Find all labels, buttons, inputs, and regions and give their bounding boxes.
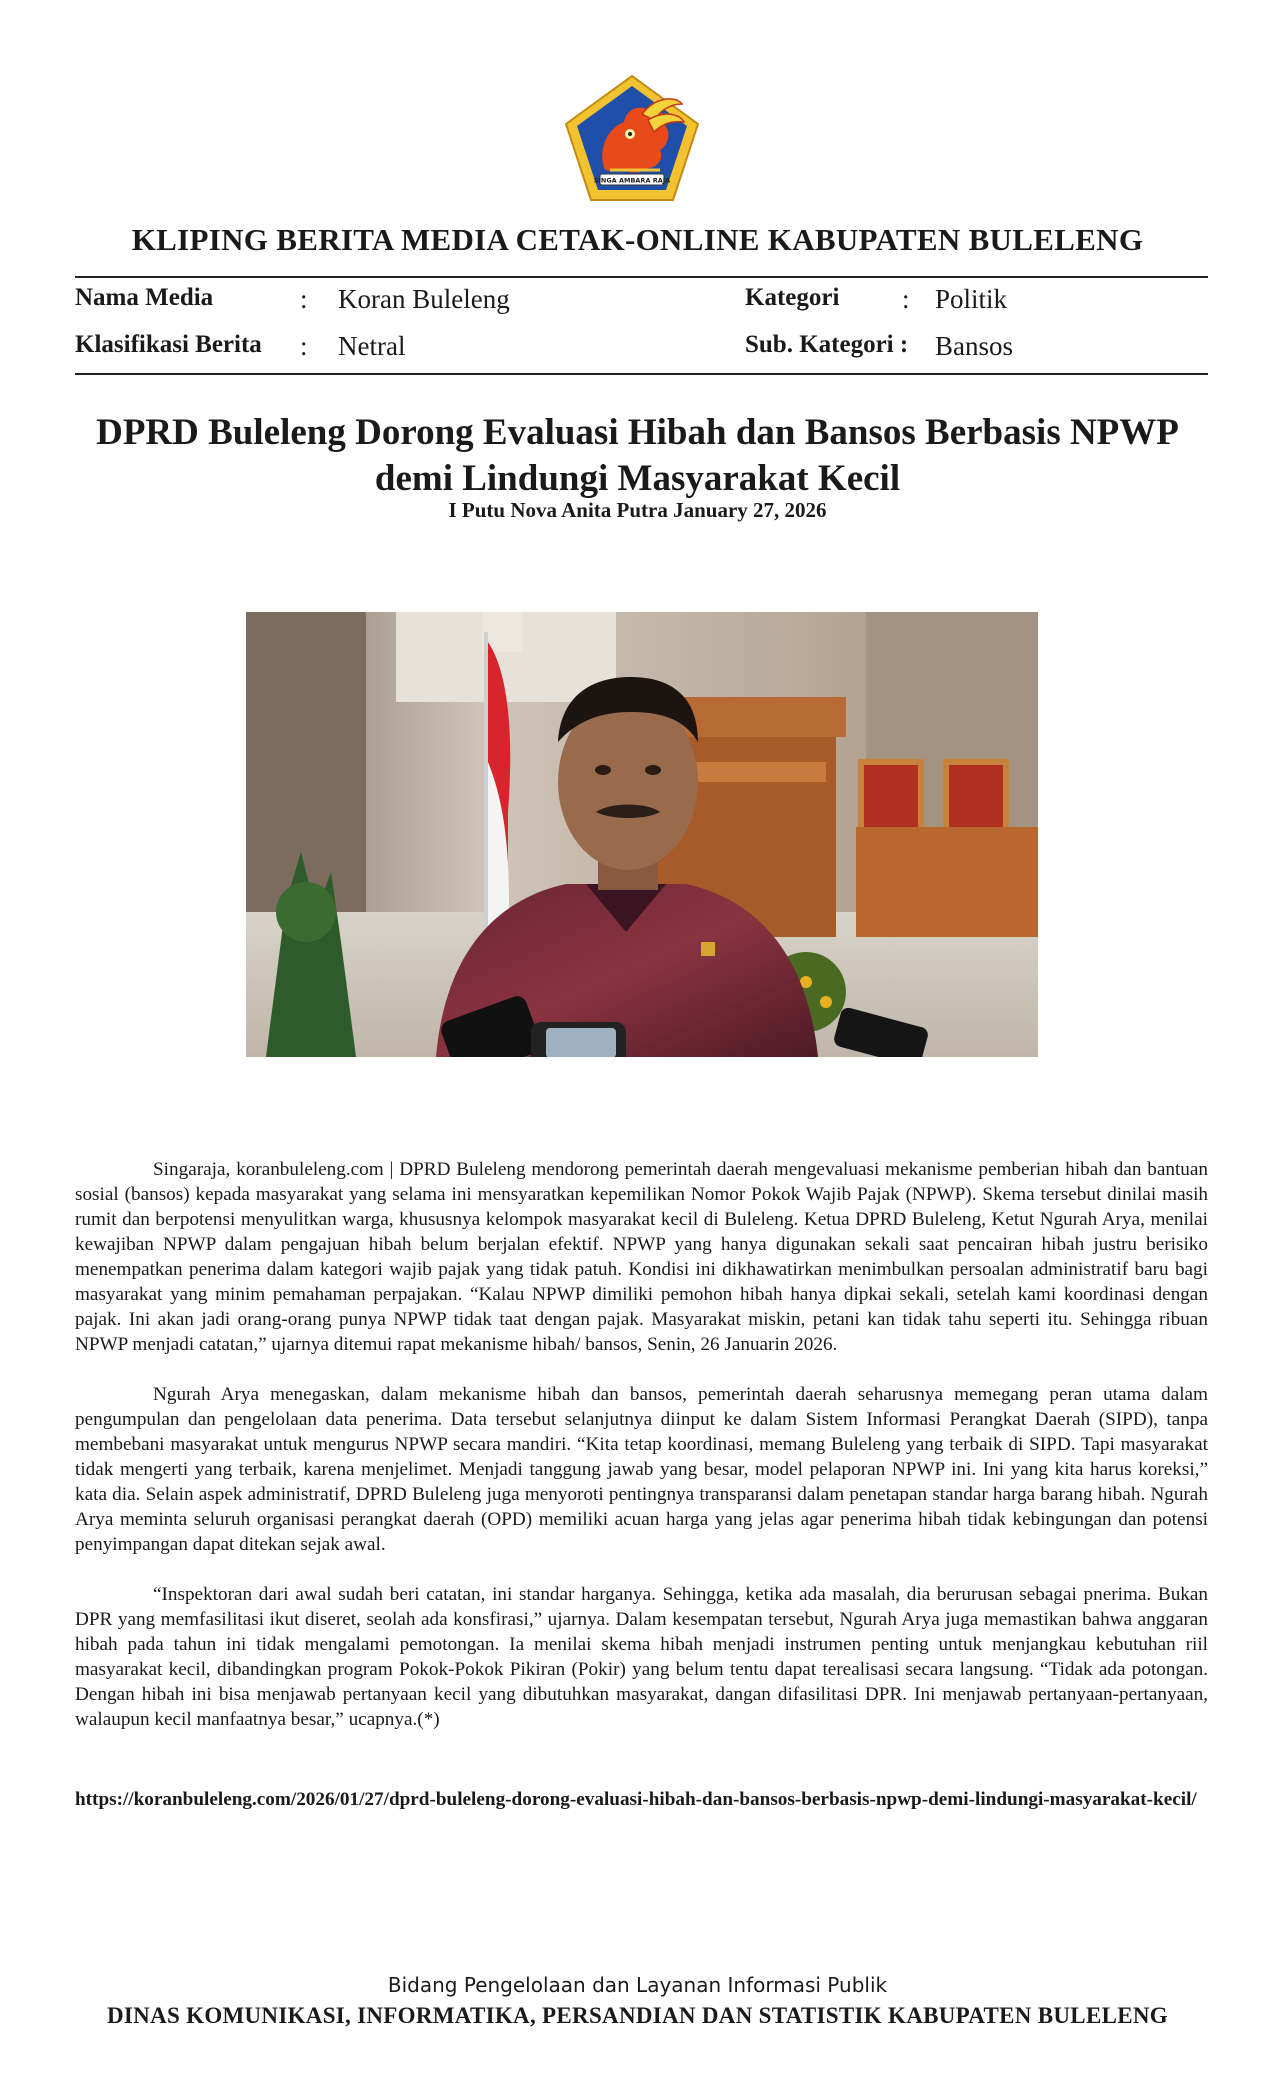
header-bottom-divider bbox=[75, 373, 1208, 375]
footer-division: Bidang Pengelolaan dan Layanan Informasi Publik bbox=[387, 1973, 888, 1997]
classification-value: Netral bbox=[338, 331, 406, 361]
category-label: Kategori bbox=[745, 284, 840, 311]
article-photo bbox=[246, 612, 1038, 1057]
classification-label: Klasifikasi Berita bbox=[75, 331, 262, 358]
article-paragraph: Ngurah Arya menegaskan, dalam mekanisme hibah dan bansos, pemerintah daerah seharusnya memegang peran utama dalam pengumpulan dan pengelolaan data penerima. Data tersebut selanjutnya diinput ke dalam Sistem Informasi Perangkat Daerah (SIPD), tanpa membebani masyarakat untuk mengurus NPWP secara mandiri. “Kita tetap koordinasi, memang Buleleng yang terbaik di SIPD. Tapi masyarakat tidak mengerti yang terbaik, karena menjelimet. Menjadi tanggung jawab yang besar, model pelaporan NPWP ini. Ini yang kita harus koreksi,” kata dia. Selain aspek administratif, DPRD Buleleng juga menyoroti pentingnya transparansi dalam penetapan standar harga barang hibah. Ngurah Arya meminta seluruh organisasi perangkat daerah (OPD) memiliki acuan harga yang jelas agar penerima hibah tidak kebingungan dan potensi penyimpangan dapat ditekan sejak awal. bbox=[75, 1384, 1208, 1555]
header-top-divider bbox=[75, 276, 1208, 278]
article-paragraph: Singaraja, koranbuleleng.com | DPRD Buleleng mendorong pemerintah daerah mengevaluasi mekanisme pemberian hibah dan bantuan sosial (bansos) kepada masyarakat yang selama ini mensyaratkan kepemilikan Nomor Pokok Wajib Pajak (NPWP). Skema tersebut dinilai masih rumit dan berpotensi menyulitkan warga, khususnya kelompok masyarakat kecil di Buleleng. Ketua DPRD Buleleng, Ketut Ngurah Arya, menilai kewajiban NPWP dalam pengajuan hibah belum berjalan efektif. NPWP yang hanya digunakan sekali saat pencairan hibah justru berisiko menempatkan penerima dalam kategori wajib pajak yang tidak patuh. Kondisi ini dikhawatirkan menimbulkan persoalan administratif baru bagi masyarakat yang minim pemahaman perpajakan. “Kalau NPWP dimiliki pemohon hibah hanya dipkai sekali, setelah kami koordinasi dengan pajak. Ini akan jadi orang-orang punya NPWP tidak taat dengan pajak. Masyarakat miskin, petani kan tidak tahu seperti itu. Sehingga ribuan NPWP menjadi catatan,” ujarnya ditemui rapat mekanisme hibah/ bansos, Senin, 26 Januarin 2026. bbox=[75, 1159, 1208, 1355]
source-url-link[interactable]: https://koranbuleleng.com/2026/01/27/dprd-buleleng-dorong-evaluasi-hibah-dan-bansos-berbasis-npwp-demi-lindungi-masyarakat-kecil/ bbox=[75, 1789, 1197, 1810]
classification-separator: : bbox=[300, 331, 308, 361]
document-header-title: KLIPING BERITA MEDIA CETAK-ONLINE KABUPATEN BULELENG bbox=[131, 222, 1144, 257]
regency-logo bbox=[564, 74, 700, 202]
article-body bbox=[75, 1157, 1208, 1757]
media-name-value: Koran Buleleng bbox=[338, 284, 510, 314]
subcategory-value: Bansos bbox=[935, 331, 1014, 361]
article-paragraph: “Inspektoran dari awal sudah beri catatan, ini standar harganya. Sehingga, ketika ada masalah, dia berurusan sebagai pnerima. Bukan DPR yang memfasilitasi ikut diseret, seolah ada konsfirasi,” ujarnya. Dalam kesempatan tersebut, Ngurah Arya juga memastikan bahwa anggaran hibah pada tahun ini tidak mengalami pemotongan. Ia menilai skema hibah menjadi instrumen penting untuk menjangkau kebutuhan riil masyarakat kecil, dibandingkan program Pokok-Pokok Pikiran (Pokir) yang belum tentu dapat terealisasi secara langsung. “Tidak ada potongan. Dengan hibah ini bisa menjawab pertanyaan kecil yang dibutuhkan masyarakat, dangan difasilitasi DPR. Ini menjawab pertanyaan-pertanyaan, walaupun kecil manfaatnya besar,” ucapnya.(*) bbox=[75, 1584, 1208, 1730]
media-name-separator: : bbox=[300, 284, 308, 314]
media-name-label: Nama Media bbox=[75, 284, 214, 311]
buleleng-regency-crest-icon bbox=[564, 74, 700, 202]
logo-motto: SINGA AMBARA RAJA bbox=[593, 176, 671, 185]
category-separator: : bbox=[902, 284, 910, 314]
category-value: Politik bbox=[935, 284, 1008, 314]
article-title: DPRD Buleleng Dorong Evaluasi Hibah dan Bansos Berbasis NPWP demi Lindungi Masyarakat Kecil bbox=[96, 412, 1179, 499]
subcategory-label: Sub. Kategori : bbox=[745, 331, 909, 358]
article-byline: I Putu Nova Anita Putra January 27, 2026 bbox=[448, 498, 827, 522]
footer-agency: DINAS KOMUNIKASI, INFORMATIKA, PERSANDIAN DAN STATISTIK KABUPATEN BULELENG bbox=[107, 2003, 1168, 2028]
